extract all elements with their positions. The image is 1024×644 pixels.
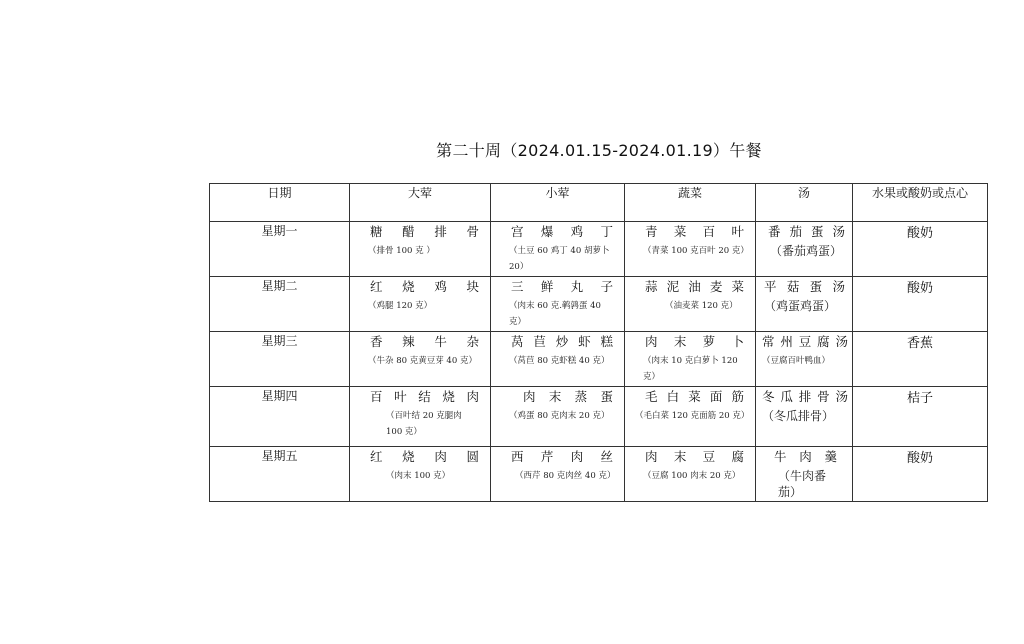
day-cell: 星期三 [210, 332, 350, 387]
soup-cell [756, 277, 853, 332]
dish-note: （百叶结 20 克腿肉 100 克） [386, 411, 462, 437]
dish-note: （肉末 100 克） [386, 471, 451, 481]
extra-cell: 香蕉 [853, 332, 988, 387]
dish-note: （油麦菜 120 克） [665, 301, 738, 311]
dish-note: （豆腐 100 肉末 20 克） [643, 471, 741, 481]
extra-cell: 桔子 [853, 387, 988, 447]
dish-note: （豆腐百叶鸭血） [762, 356, 831, 366]
header-vegetable: 蔬菜 [625, 184, 756, 222]
dish-note: （莴苣 80 克虾糕 40 克） [509, 356, 610, 366]
dish-note: （肉末 60 克.鹌鹑蛋 40 克） [509, 301, 601, 327]
header-side-meat: 小荤 [491, 184, 625, 222]
vegetable-cell [625, 277, 756, 332]
extra-cell: 酸奶 [853, 222, 988, 277]
table-row [210, 277, 988, 332]
day-cell: 星期一 [210, 222, 350, 277]
dish-note: （鸡蛋 80 克肉末 20 克） [509, 411, 610, 421]
dish-name: 蒜泥油麦菜 [645, 279, 745, 294]
dish-name: 肉末蒸蛋 [523, 389, 614, 404]
dish-name: 毛白菜面筋 [645, 389, 745, 404]
table-row [210, 222, 988, 277]
side-dish-cell [491, 447, 625, 502]
side-dish-cell [491, 222, 625, 277]
dish-note: （土豆 60 鸡丁 40 胡萝卜 20） [509, 246, 610, 272]
dish-note: （青菜 100 克百叶 20 克） [643, 246, 749, 256]
dish-note: （鸡腿 120 克） [368, 301, 433, 311]
day-cell: 星期二 [210, 277, 350, 332]
main-dish-cell [350, 447, 491, 502]
day-cell: 星期四 [210, 387, 350, 447]
dish-name: 红烧鸡块 [370, 279, 480, 294]
vegetable-cell [625, 447, 756, 502]
header-date: 日期 [210, 184, 350, 222]
page-title: 第二十周（2024.01.15-2024.01.19）午餐 [436, 141, 762, 160]
table-row [210, 332, 988, 387]
dish-name: 牛肉羹 [774, 449, 838, 464]
side-dish-cell [491, 277, 625, 332]
dish-name: 香辣牛杂 [370, 334, 480, 349]
lunch-menu-table [209, 183, 988, 502]
dish-name: 平菇蛋汤 [764, 279, 846, 294]
header-main-meat: 大荤 [350, 184, 491, 222]
dish-note: （鸡蛋鸡蛋） [764, 299, 837, 313]
dish-name: 三鲜丸子 [511, 279, 614, 294]
main-dish-cell [350, 277, 491, 332]
day-cell: 星期五 [210, 447, 350, 502]
dish-name: 百叶结烧肉 [370, 389, 480, 404]
soup-cell [756, 332, 853, 387]
side-dish-cell [491, 332, 625, 387]
dish-name: 冬瓜排骨汤 [762, 389, 848, 404]
dish-name: 肉末萝卜 [645, 334, 745, 349]
dish-name: 莴苣炒虾糕 [511, 334, 614, 349]
dish-note: （西芹 80 克肉丝 40 克） [515, 471, 616, 481]
main-dish-cell [350, 332, 491, 387]
side-dish-cell [491, 387, 625, 447]
main-dish-cell [350, 222, 491, 277]
table-row [210, 447, 988, 502]
table-row [210, 387, 988, 447]
soup-cell [756, 447, 853, 502]
dish-name: 青菜百叶 [645, 224, 745, 239]
dish-note: （番茄鸡蛋） [770, 244, 843, 258]
main-dish-cell [350, 387, 491, 447]
dish-note: （毛白菜 120 克面筋 20 克） [635, 411, 750, 421]
dish-name: 西芹肉丝 [511, 449, 614, 464]
dish-note: （肉末 10 克白萝卜 120 克） [643, 356, 738, 382]
extra-cell: 酸奶 [853, 277, 988, 332]
dish-name: 宫爆鸡丁 [511, 224, 614, 239]
dish-name: 常州豆腐汤 [762, 334, 848, 349]
header-extra: 水果或酸奶或点心 [853, 184, 988, 222]
dish-note: （冬瓜排骨） [762, 409, 835, 423]
extra-cell: 酸奶 [853, 447, 988, 502]
vegetable-cell [625, 332, 756, 387]
soup-cell [756, 387, 853, 447]
table-header-row [210, 184, 988, 222]
header-soup: 汤 [756, 184, 853, 222]
vegetable-cell [625, 222, 756, 277]
vegetable-cell [625, 387, 756, 447]
dish-note: （牛杂 80 克黄豆芽 40 克） [368, 356, 477, 366]
soup-cell [756, 222, 853, 277]
dish-name: 番茄蛋汤 [768, 224, 846, 239]
dish-note: （排骨 100 克 ） [368, 246, 435, 256]
dish-name: 糖醋排骨 [370, 224, 480, 239]
dish-note: （牛肉番茄） [778, 469, 827, 499]
dish-name: 肉末豆腐 [645, 449, 745, 464]
dish-name: 红烧肉圆 [370, 449, 480, 464]
